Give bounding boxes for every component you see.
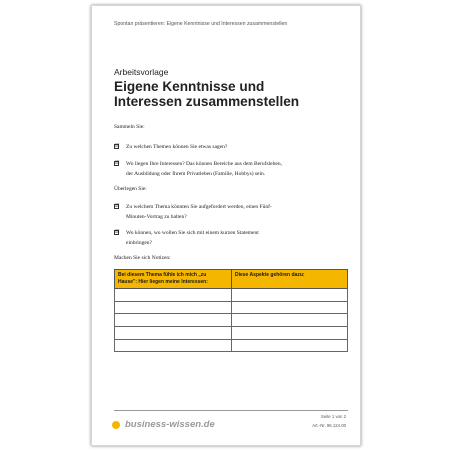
table-row [115,301,348,314]
notes-cell[interactable] [232,314,348,327]
item-text: Wo können, wo wollen Sie sich mit einem kurzen Statement [126,230,259,236]
table-row [115,289,348,302]
checkbox-checked-icon[interactable]: ☑ [115,143,120,149]
table-row [115,339,348,352]
item-text: einbringen? [126,239,152,246]
table-header-interests [115,270,232,289]
notes-cell[interactable] [232,327,348,340]
notes-cell[interactable] [115,314,232,327]
checkbox-checked-icon[interactable]: ☑ [115,203,120,209]
item-text: Wo liegen Ihre Interessen? Das können Bereiche aus dem Berufsleben, [126,161,282,167]
table-header-aspects [232,270,348,289]
notes-cell[interactable] [232,301,348,314]
notes-cell[interactable] [115,327,232,340]
document-title [114,79,354,109]
article-number: Art.-Nr. 96.124.00 [312,423,346,428]
header-line: Bei diesem Thema fühle ich mich „zu [118,272,207,278]
document-page [91,5,361,446]
section-heading-notizen: Machen Sie sich Notizen: [114,255,171,261]
notes-cell[interactable] [115,339,232,352]
checkbox-checked-icon[interactable]: ☑ [115,229,120,235]
item-text: Minuten-Vortrag zu halten? [126,213,187,220]
table-header-row [115,270,348,289]
table-row [115,314,348,327]
notes-cell[interactable] [115,301,232,314]
logo-dot-icon [112,421,120,429]
item-text: Zu welchem Thema könnten Sie aufgefordert werden, einen Fünf- [126,204,272,210]
notes-cell[interactable] [232,289,348,302]
item-text: der Ausbildung oder Ihrem Privatleben (Familie, Hobbys) sein. [126,170,266,177]
page-number: Seite 1 von 2 [320,414,346,419]
table-row [115,327,348,340]
notes-cell[interactable] [232,339,348,352]
title-line: Eigene Kenntnisse und [114,79,265,94]
header-line: Hause": Hier liegen meine Interessen: [118,278,208,285]
section-heading-ueberlegen: Überlegen Sie: [114,186,147,192]
checkbox-checked-icon[interactable]: ☑ [115,160,120,166]
notes-cell[interactable] [115,289,232,302]
logo-text: business-wissen.de [125,419,215,430]
footer-divider [114,410,348,411]
notes-table [114,269,348,352]
document-kicker: Arbeitsvorlage [114,67,169,77]
title-line: Interessen zusammenstellen [114,94,300,109]
running-header: Spontan präsentieren: Eigene Kenntnisse und Interessen zusammenstellen [114,21,288,27]
item-text: Zu welchen Themen können Sie etwas sagen? [126,144,228,150]
header-line: Diese Aspekte gehören dazu: [235,272,305,278]
section-heading-sammeln: Sammeln Sie: [114,124,145,130]
